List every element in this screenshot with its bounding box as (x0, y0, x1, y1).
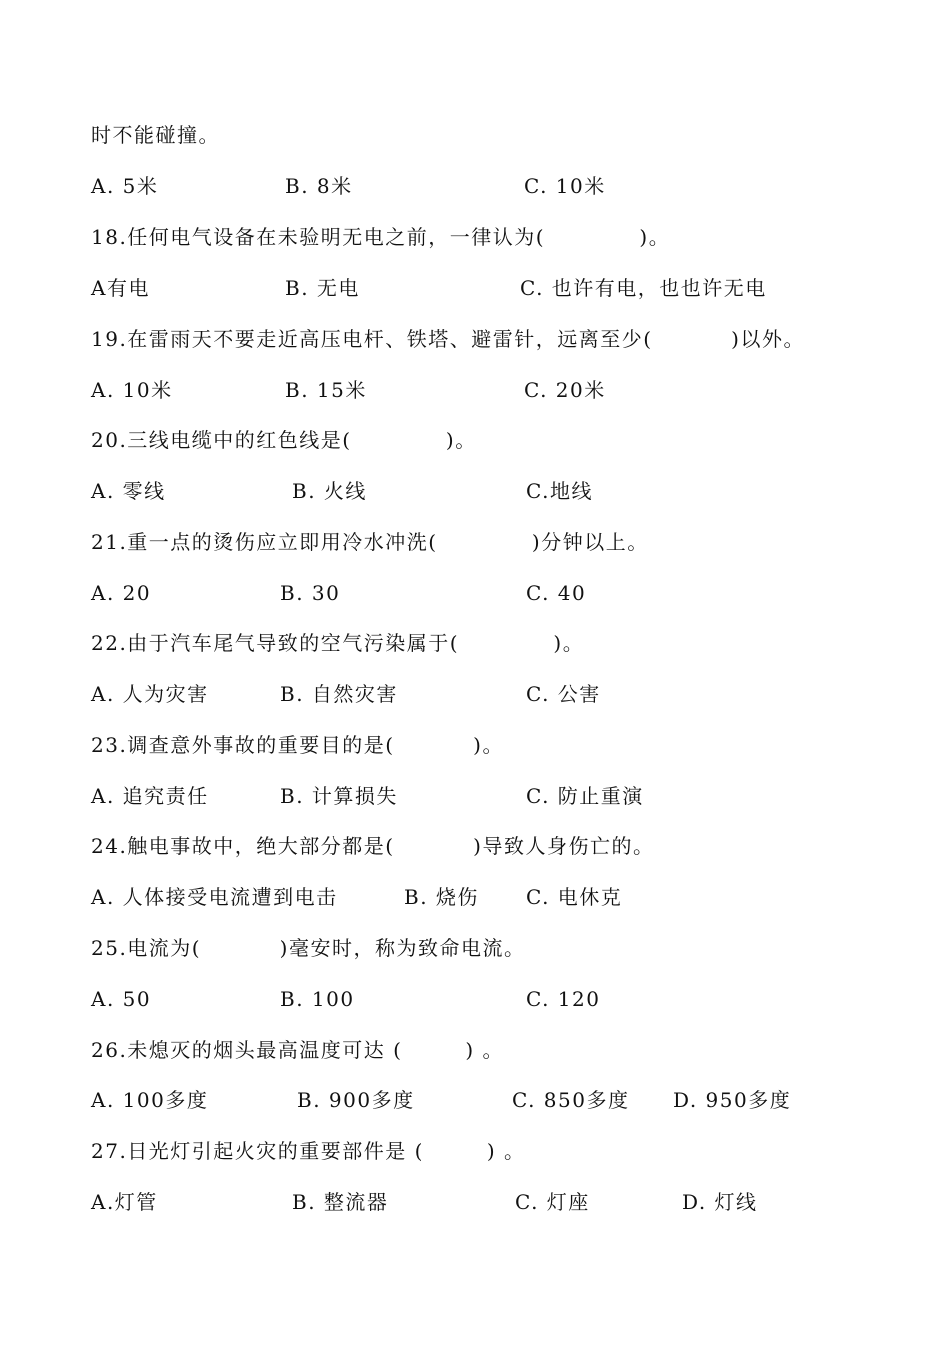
question-stem: 24.触电事故中，绝大部分都是( )导致人身伤亡的。 (91, 834, 655, 858)
option-a: A. 追究责任 (91, 784, 209, 808)
question-17-continuation (91, 120, 220, 150)
question-24-options (91, 882, 623, 912)
option-b: B. 烧伤 (404, 885, 479, 909)
question-25-options (91, 984, 601, 1014)
option-a: A有电 (91, 276, 150, 300)
option-c: C. 公害 (526, 682, 601, 706)
option-a: A. 100多度 (91, 1088, 209, 1112)
question-stem: 20.三线电缆中的红色线是( )。 (91, 428, 477, 452)
question-21-options (91, 578, 587, 608)
option-c: C. 灯座 (515, 1190, 590, 1214)
question-20-options (91, 476, 593, 506)
option-c: C. 10米 (524, 174, 606, 198)
question-21-stem (91, 527, 649, 557)
option-c: C. 也许有电，也也许无电 (520, 276, 767, 300)
question-stem: 18.任何电气设备在未验明无电之前，一律认为( )。 (91, 225, 671, 249)
option-c: C. 120 (526, 987, 601, 1011)
option-a: A. 10米 (91, 378, 173, 402)
option-a: A. 人为灾害 (91, 682, 209, 706)
question-19-stem (91, 324, 805, 354)
question-stem: 25.电流为( )毫安时，称为致命电流。 (91, 936, 526, 960)
question-27-stem (91, 1136, 526, 1166)
question-stem: 19.在雷雨天不要走近高压电杆、铁塔、避雷针，远离至少( )以外。 (91, 327, 805, 351)
option-b: B. 无电 (285, 276, 360, 300)
option-d: D. 950多度 (673, 1088, 792, 1112)
option-b: B. 整流器 (292, 1190, 389, 1214)
option-b: B. 15米 (285, 378, 367, 402)
option-a: A. 5米 (91, 174, 159, 198)
question-23-stem (91, 730, 504, 760)
question-24-stem (91, 831, 655, 861)
question-17-stem-tail: 时不能碰撞。 (91, 123, 220, 147)
question-20-stem (91, 425, 477, 455)
question-stem: 22.由于汽车尾气导致的空气污染属于( )。 (91, 631, 585, 655)
option-c: C. 20米 (524, 378, 606, 402)
question-23-options (91, 781, 644, 811)
question-stem: 27.日光灯引起火灾的重要部件是 ( ) 。 (91, 1139, 526, 1163)
option-c: C. 850多度 (512, 1088, 630, 1112)
option-b: B. 8米 (285, 174, 353, 198)
question-26-stem (91, 1035, 504, 1065)
question-22-stem (91, 628, 585, 658)
option-a: A.灯管 (91, 1190, 158, 1214)
question-26-options (91, 1085, 792, 1115)
question-18-options (91, 273, 767, 303)
option-b: B. 30 (280, 581, 341, 605)
option-b: B. 计算损失 (280, 784, 398, 808)
option-a: A. 20 (91, 581, 152, 605)
option-a: A. 零线 (91, 479, 166, 503)
option-d: D. 灯线 (682, 1190, 758, 1214)
question-stem: 21.重一点的烫伤应立即用冷水冲洗( )分钟以上。 (91, 530, 649, 554)
question-19-options (91, 375, 606, 405)
option-c: C. 电休克 (526, 885, 623, 909)
option-b: B. 900多度 (297, 1088, 415, 1112)
question-stem: 23.调查意外事故的重要目的是( )。 (91, 733, 504, 757)
question-17-options (91, 171, 606, 201)
question-18-stem (91, 222, 671, 252)
option-b: B. 100 (280, 987, 355, 1011)
question-25-stem (91, 933, 526, 963)
option-a: A. 人体接受电流遭到电击 (91, 885, 338, 909)
option-b: B. 自然灾害 (280, 682, 398, 706)
option-c: C. 40 (526, 581, 587, 605)
option-a: A. 50 (91, 987, 152, 1011)
option-c: C.地线 (526, 479, 593, 503)
question-22-options (91, 679, 601, 709)
question-stem: 26.未熄灭的烟头最高温度可达 ( ) 。 (91, 1038, 504, 1062)
option-c: C. 防止重演 (526, 784, 644, 808)
question-27-options (91, 1187, 758, 1217)
option-b: B. 火线 (292, 479, 367, 503)
